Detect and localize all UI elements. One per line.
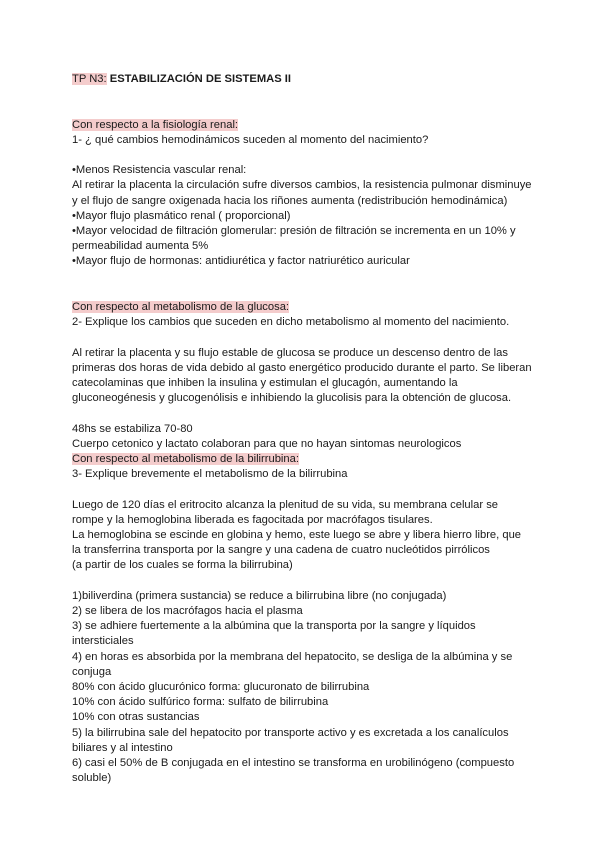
renal-line: Al retirar la placenta la circulación sufre diversos cambios, la resistencia pulmonar disminuye y el flujo de sangre oxigenada hacia los riñones aumenta (redistribución hemodinámica) [72, 179, 532, 207]
document-body [72, 72, 532, 786]
question-2: 2- Explique los cambios que suceden en dicho metabolismo al momento del nacimiento. [72, 316, 510, 329]
page-title [72, 72, 532, 87]
renal-line: •Mayor flujo de hormonas: antidiurética y factor natriurético auricular [72, 255, 410, 268]
title-tp: TP N3: [72, 73, 107, 85]
bilirubin-step: 3) se adhiere fuertemente a la albúmina que la transporta por la sangre y líquidos intersticiales [72, 620, 476, 648]
glucose-note: 48hs se estabiliza 70-80 [72, 422, 193, 435]
question-3: 3- Explique brevemente el metabolismo de la bilirrubina [72, 468, 348, 481]
bilirubin-step: 4) en horas es absorbida por la membrana del hepatocito, se desliga de la albúmina y se conjuga [72, 650, 513, 678]
renal-line: •Menos Resistencia vascular renal: [72, 164, 247, 177]
bilirubin-step: 80% con ácido glucurónico forma: glucuronato de bilirrubina [72, 681, 370, 694]
bilirubin-step: 1)biliverdina (primera sustancia) se reduce a bilirrubina libre (no conjugada) [72, 589, 447, 602]
renal-line: •Mayor velocidad de filtración glomerular: presión de filtración se incrementa en un 10% y permeabilidad aumenta 5% [72, 225, 516, 253]
bilirubin-step: 10% con ácido sulfúrico forma: sulfato de bilirrubina [72, 696, 329, 709]
title-text: ESTABILIZACIÓN DE SISTEMAS II [106, 73, 292, 85]
section-heading-bilirubin: Con respecto al metabolismo de la bilirrubina: [72, 453, 299, 465]
bilirubin-paragraph: (a partir de los cuales se forma la bilirrubina) [72, 559, 293, 572]
bilirubin-step: 10% con otras sustancias [72, 711, 200, 724]
section-heading-renal: Con respecto a la fisiología renal: [72, 118, 239, 131]
bilirubin-paragraph: La hemoglobina se escinde en globina y hemo, este luego se abre y libera hierro libre, que la transferrina transporta por la sangre y una cadena de cuatro nucleótidos pirrólicos [72, 529, 522, 557]
bilirubin-step: 5) la bilirrubina sale del hepatocito por transporte activo y es excretada a los canalículos biliares y al intestino [72, 726, 509, 754]
section-heading-glucose: Con respecto al metabolismo de la glucosa: [72, 301, 290, 313]
renal-line: •Mayor flujo plasmático renal ( proporcional) [72, 209, 291, 222]
bilirubin-paragraph: Luego de 120 días el eritrocito alcanza la plenitud de su vida, su membrana celular se rompe y la hemoglobina liberada es fagocitada por macrófagos tisulares. [72, 498, 499, 526]
bilirubin-step: 6) casi el 50% de B conjugada en el intestino se transforma en urobilinógeno (compuesto soluble) [72, 757, 515, 785]
glucose-note: Cuerpo cetonico y lactato colaboran para que no hayan sintomas neurologicos [72, 437, 462, 450]
question-1: 1- ¿ qué cambios hemodinámicos suceden al momento del nacimiento? [72, 133, 429, 146]
bilirubin-step: 2) se libera de los macrófagos hacia el plasma [72, 605, 303, 617]
glucose-paragraph: Al retirar la placenta y su flujo estable de glucosa se produce un descenso dentro de las primeras dos horas de vida debido al gasto energético producido durante el parto. Se liberan catecolaminas que inhiben la insulina y estimulan el glucagón, aumentando la gluconeogénesis y glucogenólisis e inhibiendo la glucolisis para la obtención de glucosa. [72, 346, 532, 405]
